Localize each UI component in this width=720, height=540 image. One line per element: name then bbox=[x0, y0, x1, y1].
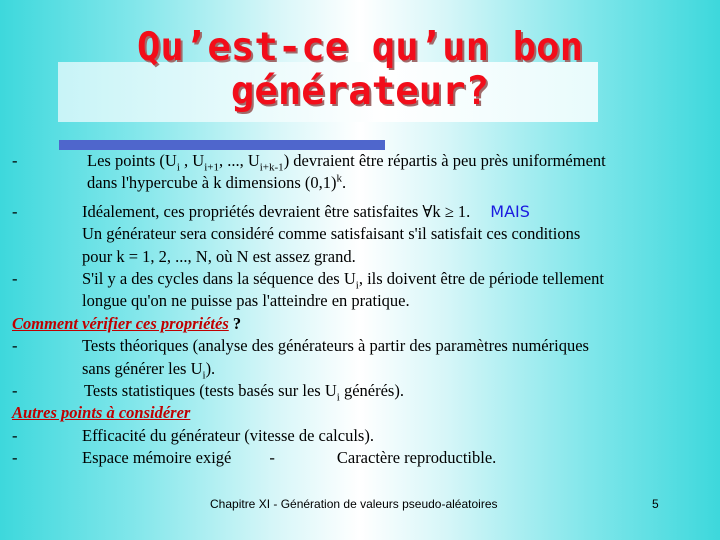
mais-label: MAIS bbox=[490, 201, 530, 221]
bullet-dash: - bbox=[12, 269, 18, 289]
bullet-6 bbox=[12, 425, 718, 447]
bullet-dash: - bbox=[12, 151, 18, 170]
page-number: 5 bbox=[652, 497, 659, 511]
title-rule bbox=[59, 140, 385, 150]
heading-1-row: Comment vérifier ces propriétés ? bbox=[12, 313, 242, 333]
footer-text: Chapitre XI - Génération de valeurs pseudo-aléatoires bbox=[210, 497, 498, 511]
bullet-4 bbox=[12, 335, 718, 380]
bullet-7 bbox=[12, 447, 718, 469]
slide-title bbox=[0, 26, 720, 114]
bullet-dash: - bbox=[12, 425, 18, 445]
bullet-2-text: Idéalement, ces propriétés devraient être satisfaites ∀k ≥ 1. MAIS Un générateur sera considéré comme satisfaisant s'il satisfait ces conditions pour k = 1, 2, ..., N, où N est assez grand. bbox=[82, 201, 581, 266]
bullet-4-text: Tests théoriques (analyse des générateurs à partir des paramètres numériques sans générer les $U_i$). bbox=[82, 336, 589, 381]
bullet-5 bbox=[12, 380, 718, 402]
bullet-dash: - bbox=[12, 448, 18, 468]
heading-other-points: Autres points à considérer bbox=[12, 403, 191, 423]
bullet-dash: - bbox=[12, 201, 18, 221]
bullet-6-text: Efficacité du générateur (vitesse de calculs). bbox=[82, 425, 374, 445]
bullet-3 bbox=[12, 268, 718, 313]
slide-body bbox=[12, 150, 718, 470]
bullet-3-text: S'il y a des cycles dans la séquence des $U_i$, ils doivent être de période tellement longue qu'on ne puisse pas l'atteindre en pratique. bbox=[82, 269, 604, 311]
bullet-2 bbox=[12, 201, 718, 268]
heading-2-row bbox=[12, 402, 718, 424]
title-line-1: Qu’est-ce qu’un bon bbox=[136, 25, 584, 70]
bullet-dash: - bbox=[12, 336, 18, 356]
heading-verify: Comment vérifier ces propriétés bbox=[12, 313, 229, 333]
bullet-1 bbox=[12, 150, 718, 195]
bullet-dash: - bbox=[12, 381, 18, 401]
title-line-2: générateur? bbox=[230, 69, 490, 114]
bullet-1-text: Les points ($U_i$ , $U_{i+1}$, ..., $U_{i+k-1}$) devraient être répartis à peu près uniformément dans l'hypercube à k dimensions $(0,1)^k$. bbox=[87, 151, 606, 193]
bullet-7-text: Espace mémoire exigé - Caractère reproductible. bbox=[82, 448, 497, 468]
bullet-5-text: Tests statistiques (tests basés sur les $U_i$ générés). bbox=[84, 381, 404, 404]
